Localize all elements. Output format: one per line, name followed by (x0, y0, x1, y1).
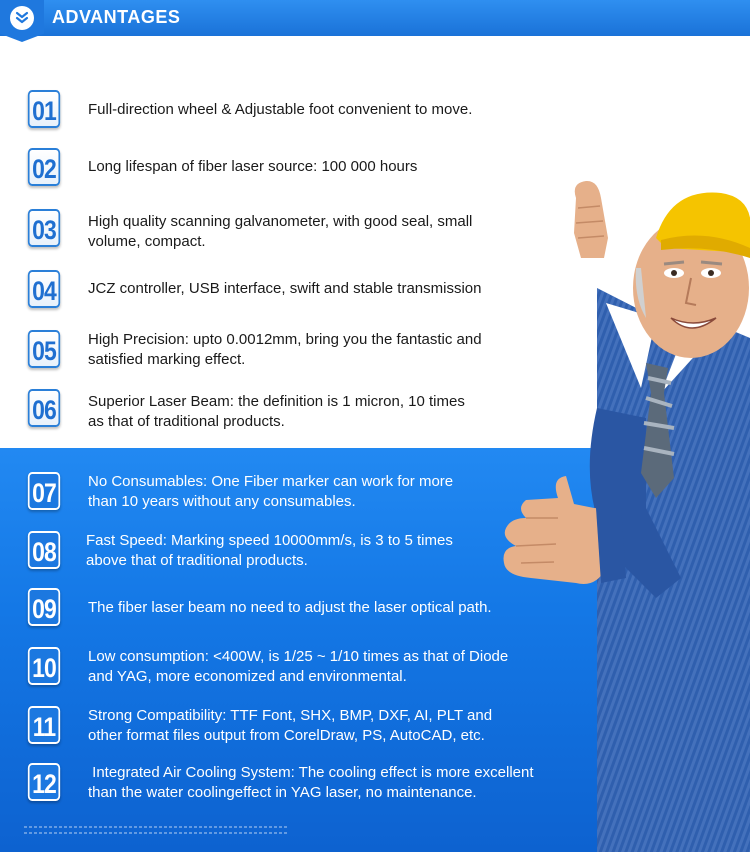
list-item (0, 207, 600, 259)
item-text: The fiber laser beam no need to adjust the laser optical path. (88, 599, 492, 616)
item-number-badge: 09 (28, 588, 60, 626)
list-item (0, 328, 600, 380)
list-item (0, 268, 600, 320)
item-number-badge: 12 (28, 763, 60, 801)
item-number-badge: 01 (28, 90, 60, 128)
section-header (0, 0, 750, 36)
double-chevron-down-icon (15, 11, 29, 25)
item-text: High quality scanning galvanometer, with good seal, small volume, compact. (88, 213, 473, 250)
item-number-badge: 10 (28, 647, 60, 685)
list-item (0, 704, 600, 756)
item-number-badge: 04 (28, 270, 60, 308)
list-item (0, 146, 600, 198)
list-item (0, 88, 600, 140)
list-item (0, 470, 600, 522)
item-text: Fast Speed: Marking speed 10000mm/s, is 3 to 5 times above that of traditional products. (86, 532, 453, 569)
item-text: Full-direction wheel & Adjustable foot convenient to move. (88, 101, 473, 118)
list-item (0, 388, 600, 440)
item-number-badge: 05 (28, 330, 60, 368)
item-number-badge: 02 (28, 148, 60, 186)
list-item (0, 761, 600, 813)
item-text: High Precision: upto 0.0012mm, bring you the fantastic and satisfied marking effect. (88, 331, 482, 368)
item-text: Integrated Air Cooling System: The cooling effect is more excellent than the water coolingeffect in YAG laser, no maintenance. (88, 764, 534, 801)
list-item (0, 588, 600, 640)
item-text: Low consumption: <400W, is 1/25 ~ 1/10 times as that of Diode and YAG, more economized and environmental. (88, 648, 509, 685)
header-badge (0, 0, 44, 42)
item-number-badge: 06 (28, 389, 60, 427)
list-item (0, 645, 600, 697)
item-text: Long lifespan of fiber laser source: 100 000 hours (88, 158, 418, 175)
item-number-badge: 07 (28, 472, 60, 510)
item-number-badge: 03 (28, 209, 60, 247)
page-title: ADVANTAGES (52, 7, 181, 27)
item-number-badge: 11 (28, 706, 60, 744)
item-text: Strong Compatibility: TTF Font, SHX, BMP, DXF, AI, PLT and other format files output from CorelDraw, PS, AutoCAD, etc. (88, 707, 493, 744)
item-number-badge: 08 (28, 531, 60, 569)
item-text: JCZ controller, USB interface, swift and stable transmission (88, 280, 482, 297)
list-item (0, 529, 600, 581)
item-text: Superior Laser Beam: the definition is 1 micron, 10 times as that of traditional products. (88, 393, 465, 430)
item-text: No Consumables: One Fiber marker can work for more than 10 years without any consumables. (88, 473, 454, 510)
